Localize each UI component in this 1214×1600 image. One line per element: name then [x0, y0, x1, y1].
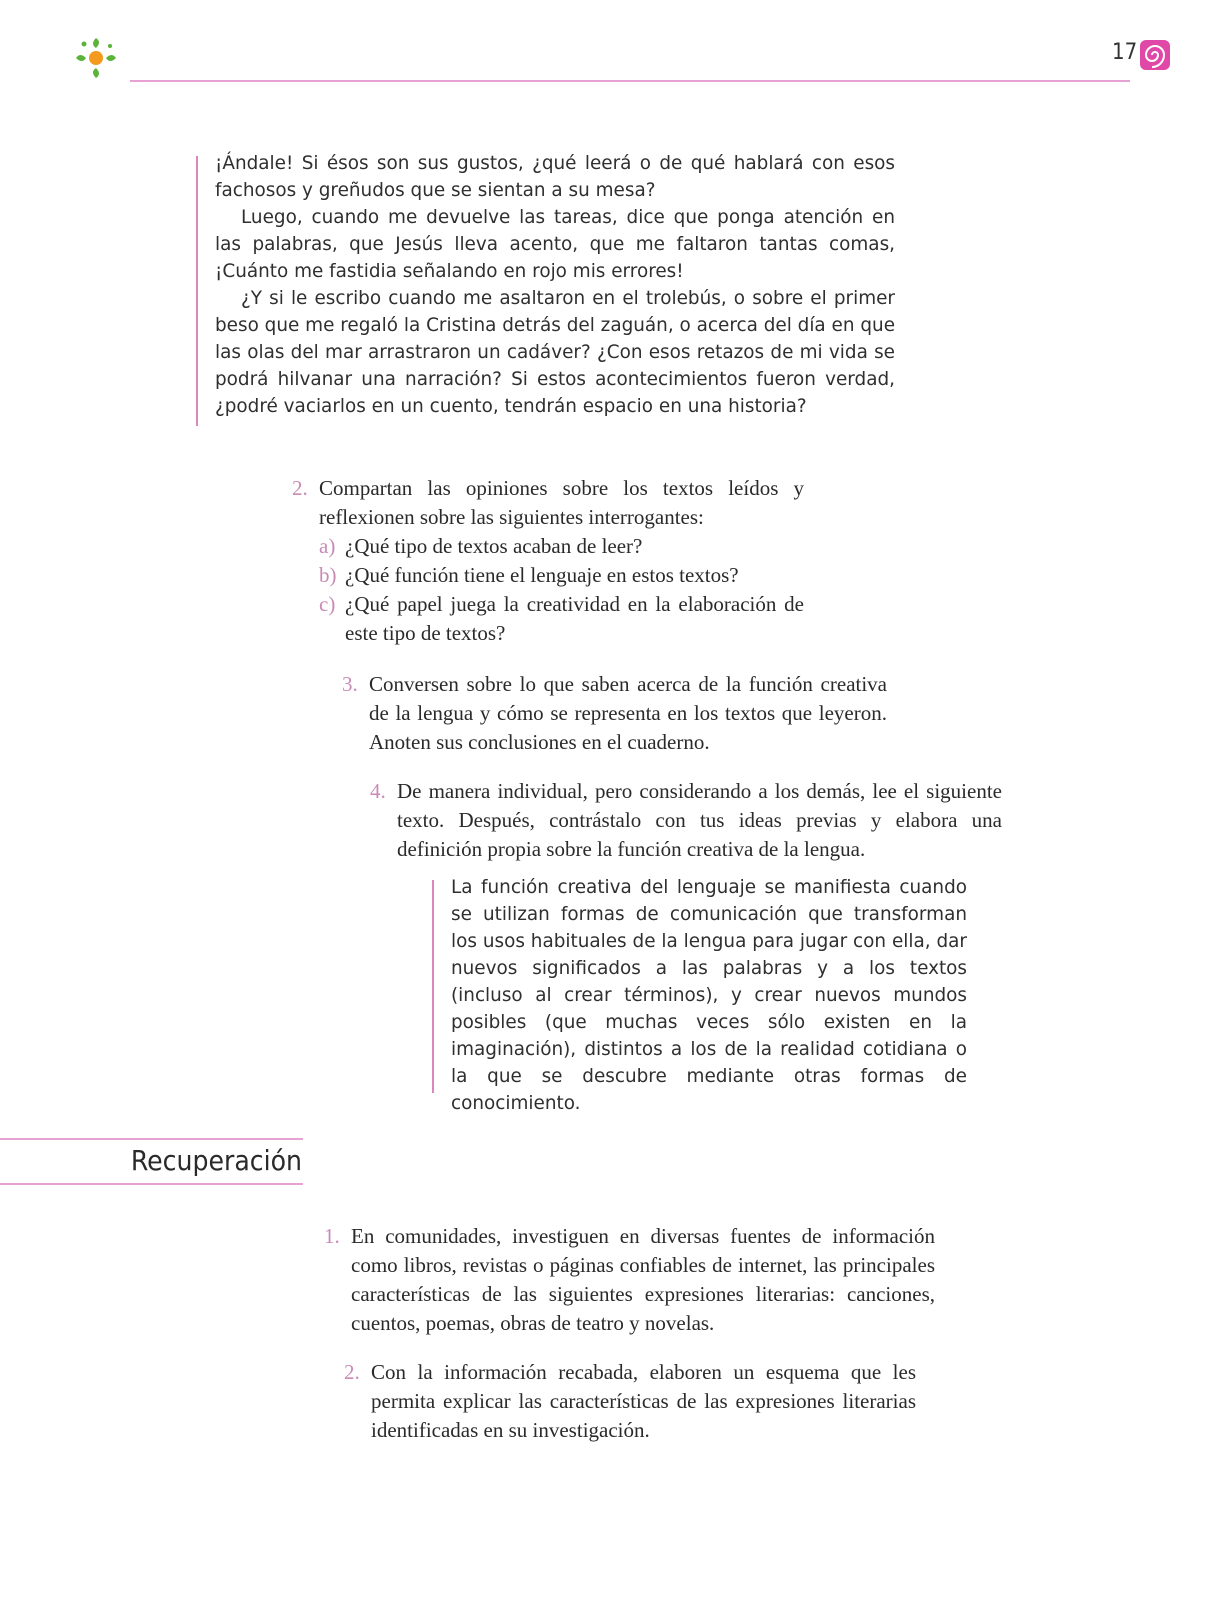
subitem-letter: c) [319, 592, 336, 616]
activity-item-3 [342, 670, 887, 757]
item-text: Con la información recabada, elaboren un esquema que les permita explicar las características de las expresiones literarias identificadas en su investigación. [371, 1360, 916, 1442]
header-rule [130, 80, 1130, 82]
quote-side-bar [432, 880, 434, 1093]
page-number: 17 [1112, 40, 1138, 65]
spiral-ornament-icon [1138, 38, 1172, 72]
quote-text: La función creativa del lenguaje se manifiesta cuando se utilizan formas de comunicación que transforman los usos habituales de la lengua para jugar con ella, dar nuevos significados a las palabras y a los textos (incluso al crear términos), y crear nuevos mundos posibles (que muchas veces sólo existen en la imaginación), distintos a los de la realidad cotidiana o la que se descubre mediante otras formas de conocimiento. [451, 877, 967, 1114]
logo-icon [72, 32, 126, 86]
item-text: De manera individual, pero considerando a los demás, lee el siguiente texto. Después, contrástalo con tus ideas previas y elabora una definición propia sobre la función creativa de la lengua. [397, 779, 1002, 861]
story-excerpt [215, 150, 895, 420]
excerpt-paragraph: ¿Y si le escribo cuando me asaltaron en el trolebús, o sobre el primer beso que me regaló la Cristina detrás del zaguán, o acerca del día en que las olas del mar arrastraron un cadáver? ¿Con esos retazos de mi vida se podrá hilvanar una narración? Si estos acontecimientos fueron verdad, ¿podré vaciarlos en un cuento, tendrán espacio en una historia? [215, 288, 896, 417]
item-number: 1. [324, 1224, 340, 1248]
excerpt-paragraph: Luego, cuando me devuelve las tareas, dice que ponga atención en las palabras, que Jesús lleva acento, que me faltaron tantas comas, ¡Cuánto me fastidia señalando en rojo mis errores! [215, 207, 895, 282]
subitem-a [319, 532, 804, 561]
subitem-c [319, 590, 804, 648]
section-title: Recuperación [130, 1144, 302, 1177]
subitem-text: ¿Qué función tiene el lenguaje en estos textos? [345, 563, 739, 587]
excerpt-paragraph: ¡Ándale! Si ésos son sus gustos, ¿qué leerá o de qué hablará con esos fachosos y greñudos que se sientan a su mesa? [215, 153, 895, 201]
item-number: 4. [370, 779, 386, 803]
subitem-letter: a) [319, 534, 336, 558]
subitem-text: ¿Qué tipo de textos acaban de leer? [345, 534, 643, 558]
recuperacion-item-1 [324, 1222, 935, 1338]
item-number: 3. [342, 672, 358, 696]
item-text: Conversen sobre lo que saben acerca de la función creativa de la lengua y cómo se representa en los textos que leyeron. Anoten sus conclusiones en el cuaderno. [369, 672, 887, 754]
activity-item-2 [292, 474, 804, 648]
subitem-b [319, 561, 804, 590]
section-rule-bottom [0, 1183, 303, 1185]
item-number: 2. [292, 476, 308, 500]
definition-quote [451, 874, 967, 1117]
excerpt-side-bar [196, 156, 198, 426]
subitem-letter: b) [319, 563, 337, 587]
item-text: Compartan las opiniones sobre los textos leídos y reflexionen sobre las siguientes interrogantes: [319, 476, 804, 529]
item-number: 2. [344, 1360, 360, 1384]
activity-item-4 [370, 777, 1002, 864]
section-rule-top [0, 1138, 303, 1140]
recuperacion-item-2 [344, 1358, 916, 1445]
item-text: En comunidades, investiguen en diversas fuentes de información como libros, revistas o páginas confiables de internet, las principales características de las siguientes expresiones literarias: canciones, cuentos, poemas, obras de teatro y novelas. [351, 1224, 935, 1335]
subitem-text: ¿Qué papel juega la creatividad en la elaboración de este tipo de textos? [345, 592, 804, 645]
